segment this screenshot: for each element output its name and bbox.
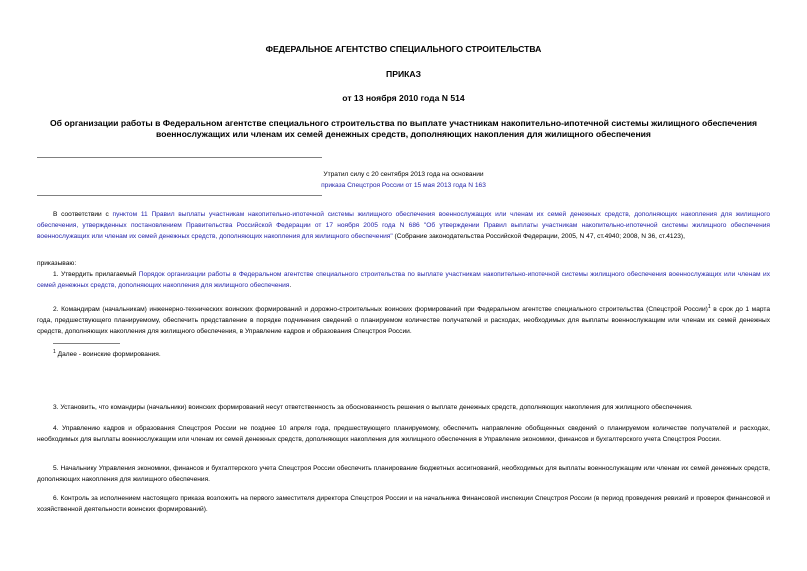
status-note-text: Утратил силу с 20 сентября 2013 года на основании bbox=[323, 171, 484, 178]
doc-title bbox=[30, 118, 777, 140]
item-5-text: 5. Начальнику Управления экономики, финансов и бухгалтерского учета Спецстроя России обеспечить планирование бюджетных ассигнований, необходимых для выплаты военнослужащим или членам их семей денежных средств, дополняющих накопления для жилищного обеспечения. bbox=[37, 465, 770, 483]
item-1-text: 1. Утвердить прилагаемый bbox=[53, 271, 139, 278]
doc-title-line-1: Об организации работы в Федеральном агентстве специального строительства по выплате участникам накопительно-ипотечной системы жилищного обеспечения bbox=[49, 118, 758, 128]
item-3 bbox=[37, 402, 770, 413]
footnote-marker[interactable]: 1 bbox=[707, 304, 711, 310]
item-4-text: 4. Управлению кадров и образования Спецстроя России не позднее 10 апреля года, предшествующего планируемому, обеспечить направление обобщенных сведений о планируемом количестве получателей и расходах, необходимых для выплаты военнослужащим или членам их семей денежных средств, дополняющих накопления для жилищного обеспечения в Управление экономики, финансов и бухгалтерского учета Спецстроя России. bbox=[37, 425, 770, 443]
item-6 bbox=[37, 493, 770, 515]
item-3-text: 3. Установить, что командиры (начальники) воинских формирований несут ответственность за обоснованность решения о выплате денежных средств, дополняющих накопления для жилищного обеспечения. bbox=[53, 404, 693, 411]
agency-name: ФЕДЕРАЛЬНОЕ АГЕНТСТВО СПЕЦИАЛЬНОГО СТРОИТЕЛЬСТВА bbox=[265, 44, 542, 54]
item-2-text-b: в срок до 1 марта года, предшествующего планируемому, обеспечить представление в порядке подчинения сведений о планируемом количестве получателей и расходах, необходимых для выплаты военнослужащим или членам их семей денежных средств, дополняющих накопления для жилищного обеспечения, в Управление кадров и образования Спецстроя России. bbox=[37, 306, 770, 336]
item-1 bbox=[37, 269, 770, 291]
status-note bbox=[30, 169, 777, 191]
item-4 bbox=[37, 423, 770, 445]
footnote-divider bbox=[53, 343, 120, 344]
footnote bbox=[53, 347, 453, 360]
preamble-paragraph bbox=[37, 209, 770, 242]
item-5 bbox=[37, 463, 770, 485]
footnote-text: Далее - воинские формирования. bbox=[55, 351, 161, 359]
doc-type: ПРИКАЗ bbox=[386, 69, 421, 79]
divider-bottom bbox=[37, 195, 322, 196]
divider-top bbox=[37, 157, 322, 158]
preamble-text-end: (Собрание законодательства Российской Федерации, 2005, N 47, ст.4940; 2008, N 36, ст.4123), bbox=[392, 233, 685, 240]
footnote-number: 1 bbox=[53, 349, 56, 355]
procedure-link[interactable]: Порядок организации работы в Федеральном агентстве специального строительства по выплате участникам накопительно-ипотечной системы жилищного обеспечения военнослужащих или членам их семей денежных средств, дополняющих накопления для жилищного обеспечения bbox=[37, 271, 770, 289]
order-word: приказываю: bbox=[37, 260, 77, 267]
item-2-text-a: 2. Командирам (начальникам) инженерно-технических воинских формирований и дорожно-строительных воинских формирований при Федеральном агентстве специального строительства (Спецстрой России) bbox=[53, 306, 708, 314]
item-2 bbox=[37, 302, 770, 337]
doc-date-number: от 13 ноября 2010 года N 514 bbox=[342, 93, 465, 103]
preamble-text-start: В соответствии с bbox=[53, 211, 113, 218]
item-1-end: . bbox=[289, 282, 292, 289]
doc-title-line-2: военнослужащих или членам их семей денежных средств, дополняющих накопления для жилищного обеспечения bbox=[156, 129, 651, 139]
rules-link[interactable]: пунктом 11 Правил выплаты участникам накопительно-ипотечной системы жилищного обеспечения военнослужащих или членам их семей денежных средств, дополняющих накопления для жилищного обеспечения, утвержденных постановлением Правительства Российской Федерации от 17 ноября 2005 года N 686 "Об утверждении Правил выплаты участникам накопительно-ипотечной системы жилищного обеспечения военнослужащих или членам их семей денежных средств, дополняющих накопления для жилищного обеспечения" bbox=[37, 211, 770, 240]
item-6-text: 6. Контроль за исполнением настоящего приказа возложить на первого заместителя директора Спецстроя России и на начальника Финансовой инспекции Спецстроя России (в период проведения ревизий и проверок финансовой и хозяйственной деятельности воинских формирований). bbox=[37, 495, 770, 513]
repeal-order-link[interactable]: приказа Спецстроя России от 15 мая 2013 года N 163 bbox=[321, 182, 486, 189]
